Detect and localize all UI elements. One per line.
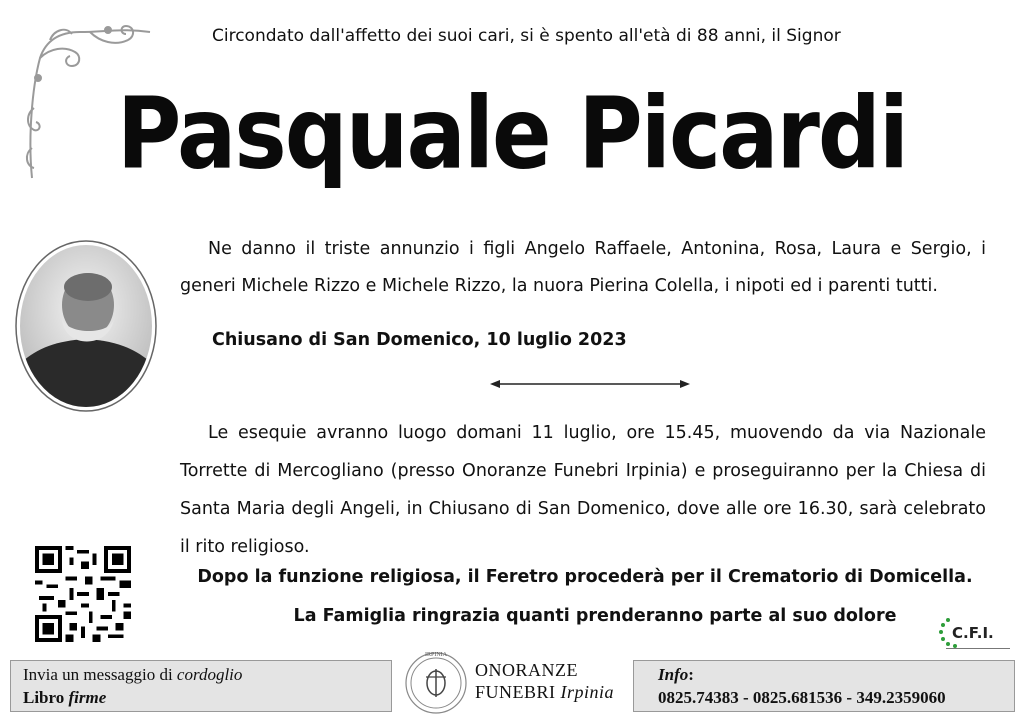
portrait-photo-icon [14,239,158,413]
guestbook-link[interactable]: Libro firme [23,688,107,707]
announcement-paragraph [180,231,986,305]
cfi-logo-text: C.F.I. [952,624,994,642]
double-arrow-divider-icon [490,377,690,391]
agency-name: ONORANZE FUNEBRI Irpinia [475,660,615,702]
condolence-box[interactable] [10,660,392,712]
info-label: Info: [658,665,694,684]
deceased-name: Pasquale Picardi [116,75,908,192]
cremation-note: Dopo la funzione religiosa, il Feretro procederà per il Crematorio di Domicella. [197,567,973,587]
qr-code-icon[interactable] [35,546,131,642]
intro-text: Circondato dall'affetto dei suoi cari, si è spento all'età di 88 anni, il Signor [212,26,841,46]
thanks-note: La Famiglia ringrazia quanti prenderanno parte al suo dolore [293,606,897,626]
send-message-link[interactable]: Invia un messaggio di cordoglio [23,665,243,684]
seal-top-text: IRPINIA [425,652,447,658]
funeral-paragraph [180,414,986,566]
announcement-text: Ne danno il triste annunzio i figli Angelo Raffaele, Antonina, Rosa, Laura e Sergio, i generi Michele Rizzo e Michele Rizzo, la nuora Pierina Colella, i nipoti ed i parenti tutti. [180,239,986,296]
place-date: Chiusano di San Domenico, 10 luglio 2023 [212,330,627,350]
agency-seal-icon [404,647,468,717]
phone-numbers[interactable]: 0825.74383 - 0825.681536 - 349.2359060 [658,688,946,707]
info-box [633,660,1015,712]
cfi-logo-icon [938,612,1014,652]
funeral-text: Le esequie avranno luogo domani 11 luglio, ore 15.45, muovendo da via Nazionale Torrette di Mercogliano (presso Onoranze Funebri Irpinia) e proseguiranno per la Chiesa di Santa Maria degli Angeli, in Chiusano di San Domenico, dove alle ore 16.30, sarà celebrato il rito religioso. [180,423,986,557]
